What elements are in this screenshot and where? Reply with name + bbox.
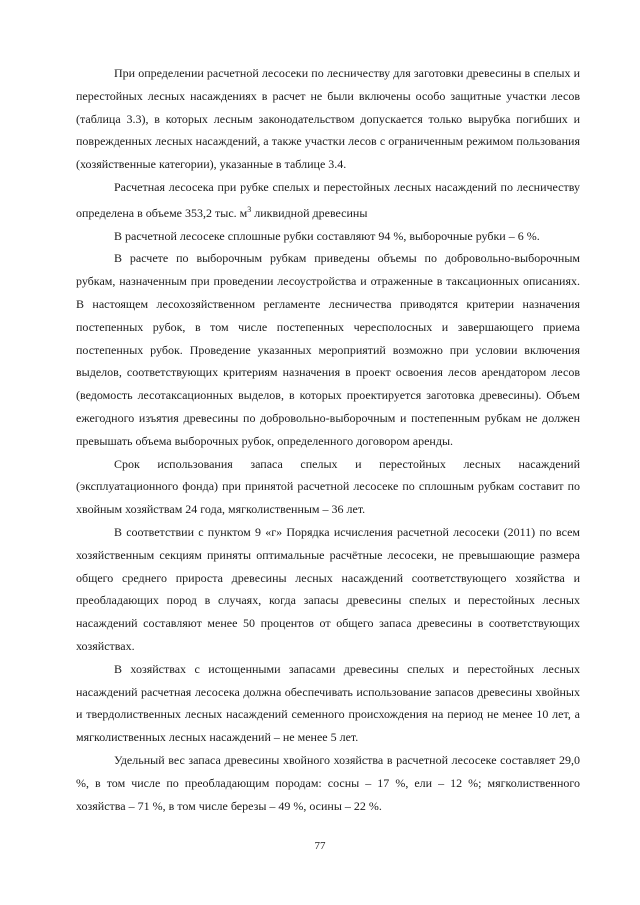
paragraph-7: В хозяйствах с истощенными запасами древесины спелых и перестойных лесных насаждений расчетная лесосека должна обеспечивать использование запасов древесины хвойных и твердолиственных лесных насаждений семенного происхождения на период не менее 10 лет, а мягколиственных лесных насаждений – не менее 5 лет. — [76, 661, 580, 745]
page-number: 77 — [314, 840, 326, 852]
document-page — [76, 62, 580, 817]
paragraph-2-text-after: ликвидной древесины — [251, 205, 368, 220]
paragraph-2 — [76, 176, 580, 225]
paragraph-2-text-before: Расчетная лесосека при рубке спелых и перестойных лесных насаждений по лесничеству определена в объеме 353,2 тыс. м — [76, 179, 580, 220]
paragraph-5: Срок использования запаса спелых и перестойных лесных насаждений (эксплуатационного фонда) при принятой расчетной лесосеке по сплошным рубкам составит по хвойным хозяйствам 24 года, мягколиственным – 36 лет. — [76, 456, 580, 517]
paragraph-8: Удельный вес запаса древесины хвойного хозяйства в расчетной лесосеке составляет 29,0 %, в том числе по преобладающим породам: сосны – 17 %, ели – 12 %; мягколиственного хозяйства – 71 %, в том числе березы – 49 %, осины – 22 %. — [76, 752, 580, 813]
paragraph-3: В расчетной лесосеке сплошные рубки составляют 94 %, выборочные рубки – 6 %. — [114, 228, 540, 243]
paragraph-4: В расчете по выборочным рубкам приведены объемы по добровольно-выборочным рубкам, назначенным при проведении лесоустройства и отраженные в таксационных описаниях. В настоящем лесохозяйственном регламенте лесничества приводятся критерии назначения постепенных рубок, в том числе постепенных чересполосных и завершающего приема постепенных рубок. Проведение указанных мероприятий возможно при условии включения выделов, соответствующих критериям назначения в проект освоения лесов арендатором лесов (ведомость лесотаксационных выделов, в которых проектируется заготовка древесины). Объем ежегодного изъятия древесины по добровольно-выборочным и постепенным рубкам не должен превышать объема выборочных рубок, определенного договором аренды. — [76, 251, 580, 448]
paragraph-1: При определении расчетной лесосеки по лесничеству для заготовки древесины в спелых и перестойных лесных насаждениях в расчет не были включены особо защитные участки лесов (таблица 3.3), в которых лесным законодательством допускается только вырубка погибших и поврежденных лесных насаждений, а также участки лесов с ограниченным режимом пользования (хозяйственные категории), указанные в таблице 3.4. — [76, 66, 580, 172]
paragraph-6: В соответствии с пунктом 9 «г» Порядка исчисления расчетной лесосеки (2011) по всем хозяйственным секциям приняты оптимальные расчётные лесосеки, не превышающие размера общего среднего прироста древесины лесных насаждений соответствующего хозяйства и преобладающих пород в случаях, когда запасы древесины спелых и перестойных лесных насаждений составляют менее 50 процентов от общего запаса древесины в соответствующих хозяйствах. — [76, 524, 580, 653]
paragraph-2-superscript: 3 — [247, 204, 252, 214]
